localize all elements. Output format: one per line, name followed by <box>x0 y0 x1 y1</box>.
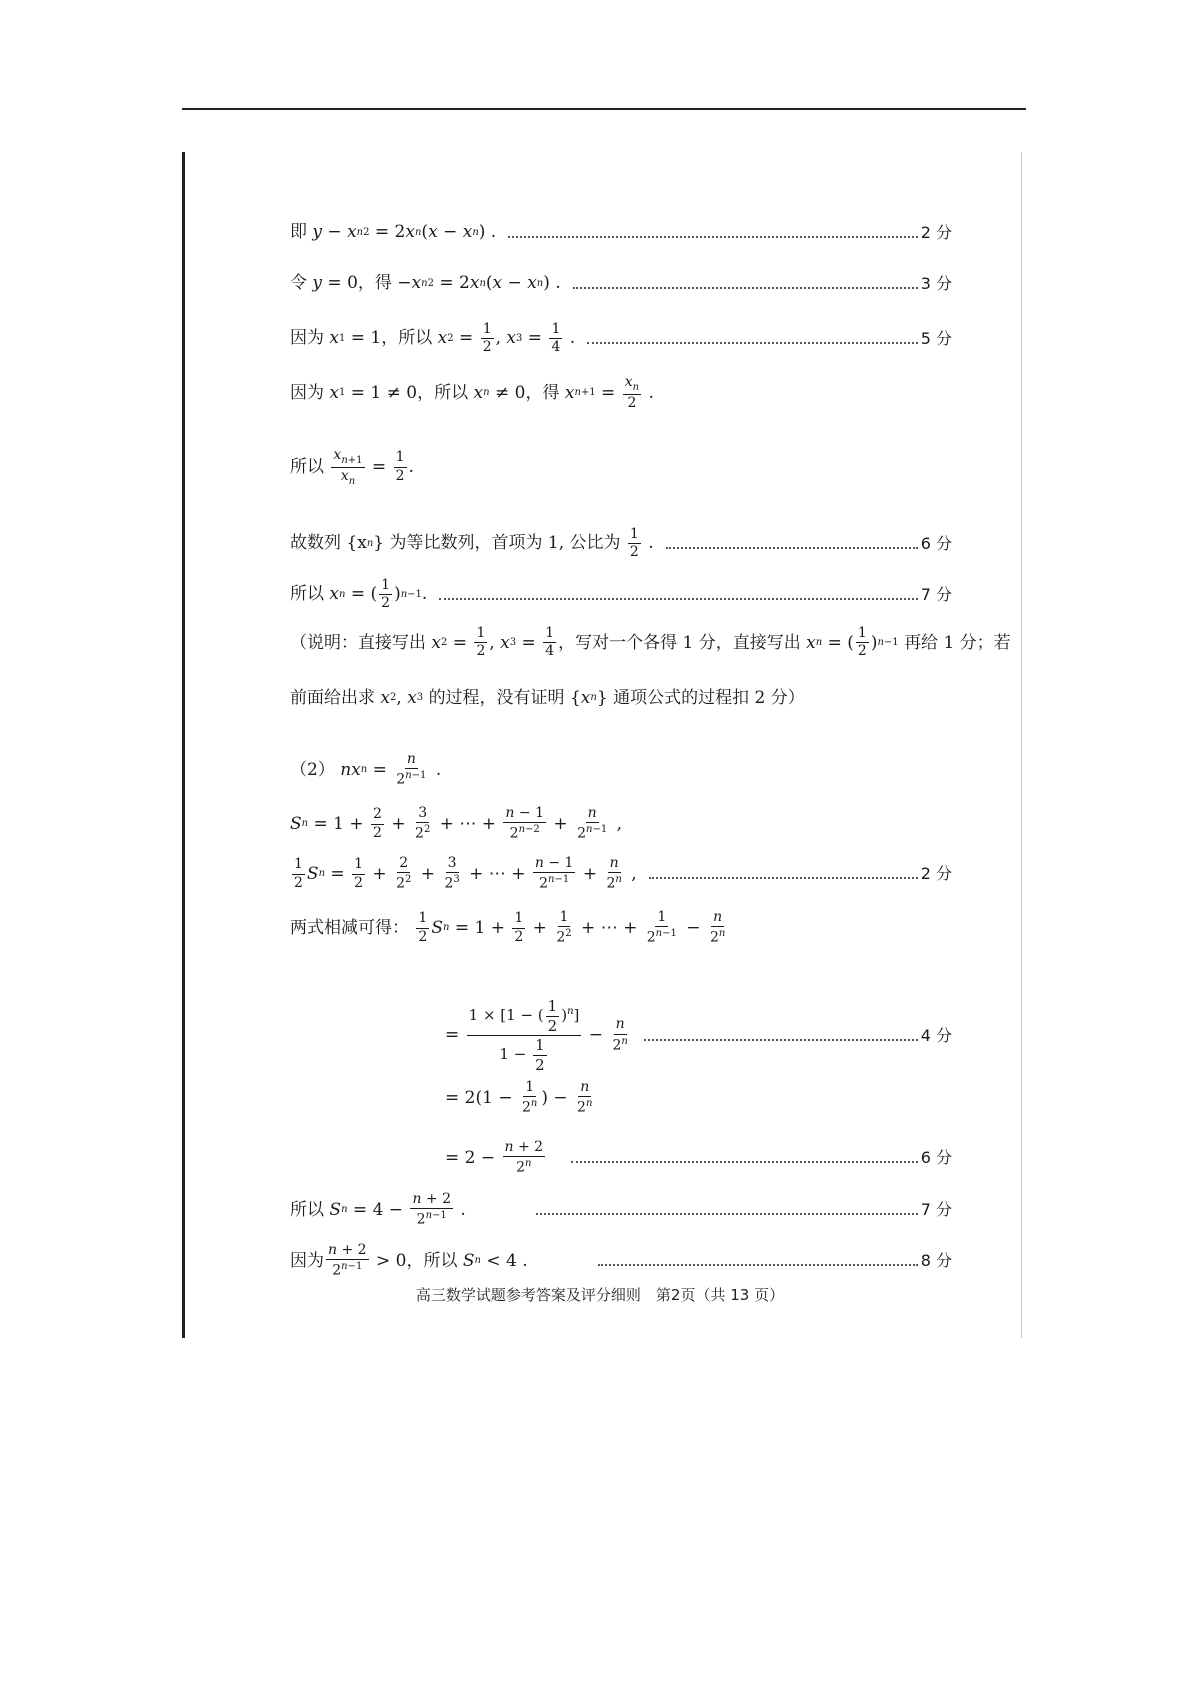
score-label: 4 分 <box>920 1025 952 1045</box>
label-text: } 为等比数列，首项为 1, 公比为 <box>373 533 621 554</box>
dot-leader <box>571 1161 918 1163</box>
label-text: 故数列 {x <box>290 533 367 554</box>
right-margin-line <box>1021 152 1022 1338</box>
score-label: 6 分 <box>920 1148 952 1168</box>
score-label: 6 分 <box>920 533 952 553</box>
dot-leader <box>644 1039 918 1041</box>
note-text: （说明：直接写出 <box>290 632 426 653</box>
page-footer: 高三数学试题参考答案及评分细则 第2页（共 13 页） <box>415 1286 785 1304</box>
note-text: 前面给出求 <box>290 688 375 708</box>
dot-leader <box>649 877 918 879</box>
label-text: ，得 <box>357 273 392 293</box>
dot-leader <box>598 1264 918 1266</box>
score-label: 2 分 <box>920 864 952 884</box>
label-text: ，所以 <box>417 382 469 403</box>
part2-line-6: = 2(1 − $\frac{1}{2^n}$ ) − $\frac{n}{2^n}$ <box>445 1079 593 1117</box>
left-margin-line <box>182 152 185 1338</box>
dot-leader <box>536 1213 918 1215</box>
answer-line-1: 即 y − x n 2 = 2 x n ( x − x n ) . 2 分 <box>290 222 952 242</box>
answer-line-7: 所以 x n = ( $\frac{1}{2}$ ) n−1 . 7 分 <box>290 577 952 612</box>
label-text: 所以 <box>290 584 324 605</box>
label-text: 因为 <box>290 382 324 403</box>
answer-line-3: 因为 x 1 = 1 ，所以 x 2 = $\frac{1}{2}$ , x 3 = $\frac{1}{4}$ . 5 分 <box>290 321 952 356</box>
part2-line-8: 所以 S n = 4 − $\frac{n + 2}{2^{n-1}}$ . 7 分 <box>290 1191 952 1229</box>
answer-line-2: 令 y = 0 ，得 − x n 2 = 2 x n ( x − x n ) . 3 分 <box>290 273 952 293</box>
part2-line-1: （2） nx n = $\frac{n}{2^{n-1}}$ . <box>290 751 442 789</box>
top-rule <box>182 108 1026 110</box>
part2-line-3: $\frac{1}{2}$ S n = $\frac{1}{2}$ + $\frac{2}{2^2}$ + $\frac{3}{2^3}$ + ⋯ + $\frac{n - 1}{2^{n-1}}$ + $\frac{n}{2^n}$ , 2 分 <box>294 855 952 893</box>
label-text: ，所以 <box>406 1250 458 1271</box>
note-text: ，写对一个各得 1 分，直接写出 <box>558 632 801 653</box>
score-label: 5 分 <box>920 328 952 348</box>
score-label: 7 分 <box>920 584 952 604</box>
note-text: 再给 1 分；若 <box>904 632 1011 653</box>
dot-leader <box>666 547 918 549</box>
label-text: （2） <box>290 759 335 780</box>
note-line-1: （说明：直接写出 x 2 = $\frac{1}{2}$ , x 3 = $\frac{1}{4}$ ，写对一个各得 1 分，直接写出 x n = ( $\frac{1}{2}$ ) n−1 再给 1 分；若 <box>290 625 1011 660</box>
label-text: 所以 <box>290 1199 324 1220</box>
answer-line-4: 因为 x 1 = 1 ≠ 0 ，所以 x n ≠ 0 ，得 x n+1 = $\frac{x_n}{2}$ . <box>290 374 654 411</box>
label-text: 因为 <box>290 1250 324 1271</box>
dot-leader <box>573 287 918 289</box>
score-label: 2 分 <box>920 222 952 242</box>
dot-leader <box>439 598 917 600</box>
note-text: 的过程，没有证明 <box>428 688 565 708</box>
label-text: ，得 <box>525 382 560 403</box>
part2-line-7: = 2 − $\frac{n + 2}{2^n}$ 6 分 <box>445 1139 952 1177</box>
label-text: 令 <box>290 273 307 293</box>
label-text: 因为 <box>290 328 324 349</box>
part2-line-9: 因为 $\frac{n + 2}{2^{n-1}}$ > 0 ，所以 S n < 4 . 8 分 <box>290 1242 952 1280</box>
label-text: ，所以 <box>381 328 433 349</box>
label-text: 即 <box>290 222 307 242</box>
score-label: 3 分 <box>920 273 952 293</box>
score-label: 7 分 <box>920 1200 952 1220</box>
part2-line-5: = 1 × [1 − ( $\frac{1}{2}$ )$^n$] 1 − $\frac{1}{2}$ − $\frac{n}{2^n}$ 4 分 <box>445 997 952 1074</box>
note-text: 通项公式的过程扣 2 分） <box>613 688 805 708</box>
answer-line-5: 所以 $\frac{x_{n+1}}{x_n}$ = $\frac{1}{2}$ . <box>290 447 414 487</box>
part2-line-4: 两式相减可得： $\frac{1}{2}$ S n = 1 + $\frac{1}{2}$ + $\frac{1}{2^2}$ + ⋯ + $\frac{1}{2^{n-1}}$ − $\frac{n}{2^n}$ <box>290 909 726 947</box>
part2-line-2: S n = 1 + $\frac{2}{2}$ + $\frac{3}{2^2}$ + ⋯ + $\frac{n - 1}{2^{n-2}}$ + $\frac{n}{2^{n-1}}$ , <box>290 805 622 843</box>
score-label: 8 分 <box>920 1251 952 1271</box>
dot-leader <box>508 236 918 238</box>
label-text: 所以 <box>290 456 324 477</box>
note-line-2: 前面给出求 x 2 , x 3 的过程，没有证明 { x n } 通项公式的过程扣 2 分） <box>290 688 805 708</box>
answer-line-6: 故数列 {x n } 为等比数列，首项为 1, 公比为 $\frac{1}{2}$ . 6 分 <box>290 526 952 561</box>
label-text: 两式相减可得： <box>290 917 409 938</box>
dot-leader <box>587 342 918 344</box>
